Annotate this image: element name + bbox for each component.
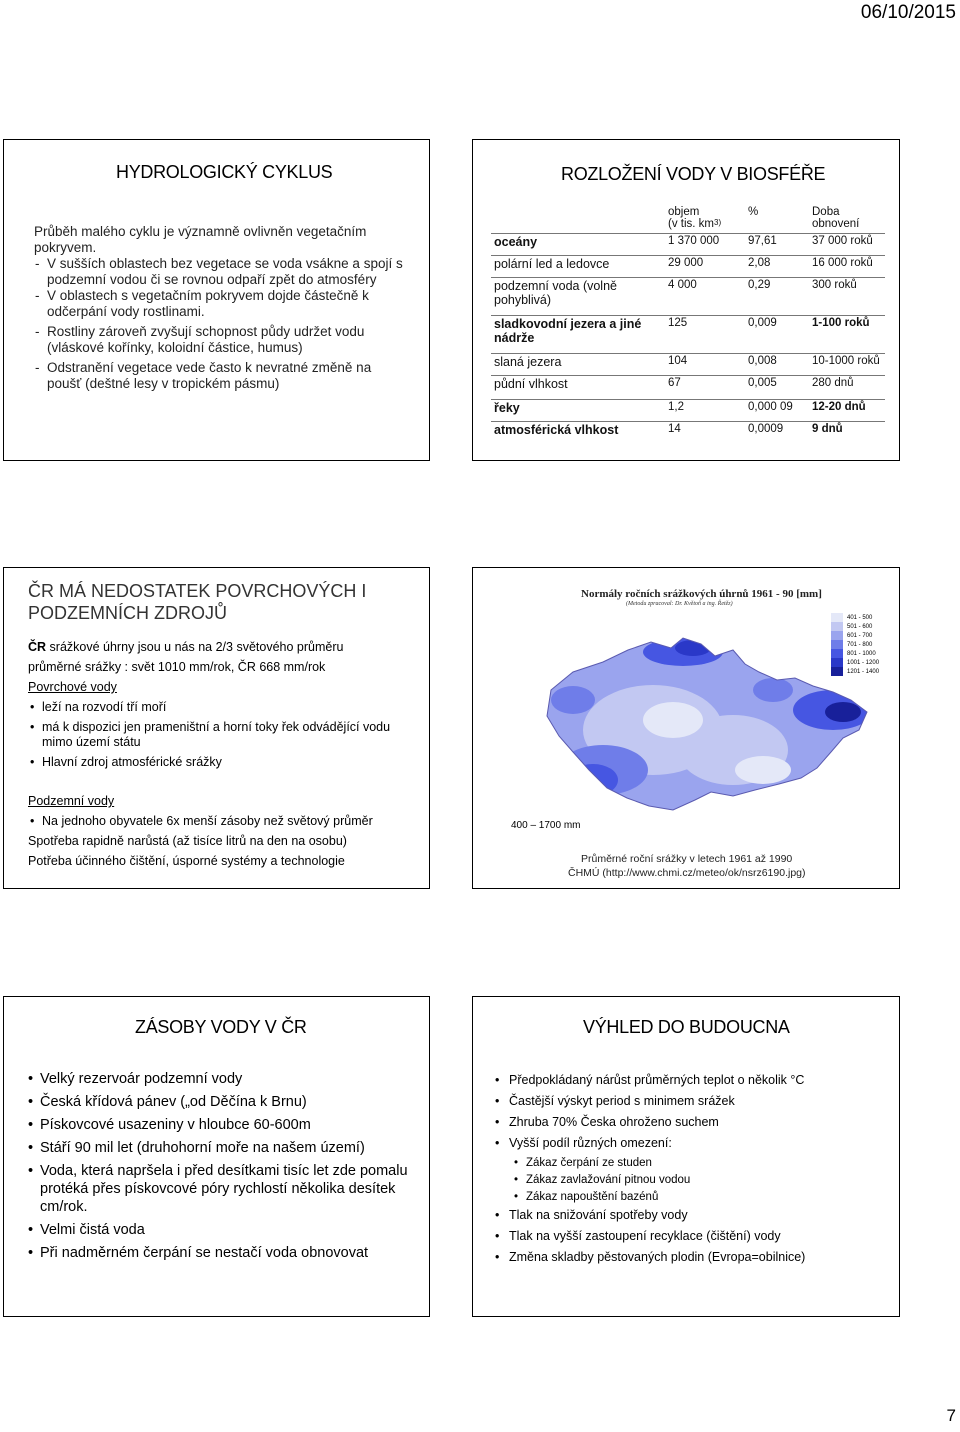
point-deforestation: - Odstranění vegetace vede často k nevratné změně na poušť (deštné lesy v tropickém pásmu) — [34, 360, 404, 391]
outlook-list — [495, 1072, 890, 1270]
legend-item: 801 - 1000 — [831, 649, 886, 658]
precipitation-note: ČR srážkové úhrny jsou u nás na 2/3 světového průměru — [28, 640, 344, 654]
legend-swatch — [831, 658, 843, 667]
point-vegetated-areas: - V oblastech s vegetačním pokryvem dojde částečně k odčerpání vody rostlinami. — [34, 288, 404, 319]
list-item: • Velmi čistá voda — [28, 1221, 408, 1239]
legend-item: 501 - 600 — [831, 622, 886, 631]
header-percent: % — [748, 206, 759, 218]
cleaning-note: Potřeba účinného čištění, úsporné systémy a technologie — [28, 854, 345, 868]
legend-item: 401 - 500 — [831, 613, 886, 622]
table-row: půdní vlhkost 67 0,005 280 dnů — [491, 376, 885, 400]
table-row: sladkovodní jezera a jiné nádrže 125 0,009 1-100 roků — [491, 316, 885, 354]
slide-body — [34, 224, 404, 391]
legend-swatch — [831, 640, 843, 649]
slide-body — [28, 640, 418, 869]
map-legend — [831, 613, 886, 676]
list-item: • Změna skladby pěstovaných plodin (Evropa=obilnice) — [495, 1249, 890, 1265]
map-title: Normály ročních srážkových úhrnů 1961 - 90 [mm] — [581, 588, 822, 600]
slide-title: ROZLOŽENÍ VODY V BIOSFÉŘE — [561, 164, 826, 184]
average-precipitation: průměrné srážky : svět 1010 mm/rok, ČR 668 mm/rok — [28, 660, 326, 674]
legend-swatch — [831, 631, 843, 640]
table-row: polární led a ledovce 29 000 2,08 16 000 roků — [491, 256, 885, 278]
table-row: oceány 1 370 000 97,61 37 000 roků — [491, 234, 885, 256]
map-subtitle: (Metodu zpracoval: Dr. Květoň a ing. Řetěz) — [626, 601, 733, 607]
header-volume: objem (v tis. $km^{3)}$ — [668, 206, 722, 230]
table-row: podzemní voda (volně pohyblivá) 4 000 0,29 300 roků — [491, 278, 885, 316]
page-number: 7 — [946, 1406, 956, 1425]
list-item: • má k dispozici jen prameništní a horní toky řek odvádějící vodu mimo území státu — [28, 720, 418, 750]
slide-title: ČR MÁ NEDOSTATEK POVRCHOVÝCH I PODZEMNÍCH ZDROJŮ — [28, 581, 367, 623]
legend-item: 601 - 700 — [831, 631, 886, 640]
map-source: ČHMÚ (http://www.chmi.cz/meteo/ok/nsrz6190.jpg) — [568, 867, 806, 879]
table-row: řeky 1,2 0,000 09 12-20 dnů — [491, 400, 885, 422]
slide-water-reserves — [3, 996, 430, 1317]
slide-hydrological-cycle — [3, 139, 430, 461]
list-item: • Česká křídová pánev („od Děčína k Brnu) — [28, 1093, 408, 1111]
header-renewal: Doba obnovení — [812, 206, 860, 230]
list-item: • Stáří 90 mil let (druhohorní moře na našem území) — [28, 1139, 408, 1157]
czech-precipitation-map — [533, 620, 873, 830]
legend-item: 701 - 800 — [831, 640, 886, 649]
list-item: • Tlak na snižování spotřeby vody — [495, 1207, 890, 1223]
ground-water-heading: Podzemní vody — [28, 794, 115, 808]
slide-title: HYDROLOGICKÝ CYKLUS — [116, 162, 333, 182]
point-dry-areas: - V sušších oblastech bez vegetace se voda vsákne a spojí s podzemní vodou či se rovnou odpaří zpět do atmosféry — [34, 256, 404, 287]
list-item: • Pískovcové usazeniny v hloubce 60-600m — [28, 1116, 408, 1134]
list-item: • Voda, která napršela i před desítkami tisíc let zde pomalu protéká přes pískovcové póry rychlostí několika desítek cm/rok. — [28, 1162, 408, 1216]
list-item: • Hlavní zdroj atmosférické srážky — [28, 755, 418, 770]
list-item: • Předpokládaný nárůst průměrných teplot o několik °C — [495, 1072, 890, 1088]
list-item: • Při nadměrném čerpání se nestačí voda obnovovat — [28, 1244, 408, 1262]
list-item: • Zhruba 70% Česka ohroženo suchem — [495, 1114, 890, 1130]
print-date: 06/10/2015 — [860, 2, 956, 23]
legend-item: 1001 - 1200 — [831, 658, 886, 667]
list-item: • Častější výskyt period s minimem srážek — [495, 1093, 890, 1109]
water-distribution-table — [491, 206, 885, 443]
slide-title: ZÁSOBY VODY V ČR — [135, 1017, 307, 1037]
map-caption: Průměrné roční srážky v letech 1961 až 1990 — [581, 853, 793, 865]
legend-swatch — [831, 622, 843, 631]
list-item: • leží na rozvodí tří moří — [28, 700, 418, 715]
consumption-note: Spotřeba rapidně narůstá (až tisíce litrů na den na osobu) — [28, 834, 347, 848]
surface-water-heading: Povrchové vody — [28, 680, 117, 694]
legend-swatch — [831, 649, 843, 658]
sub-list-item: • Zákaz zavlažování pitnou vodou — [495, 1173, 890, 1187]
list-item: • Vyšší podíl různých omezení: — [495, 1135, 890, 1151]
slide-water-distribution — [472, 139, 900, 461]
legend-swatch — [831, 667, 843, 676]
slide-precipitation-map — [472, 567, 900, 889]
list-item: • Na jednoho obyvatele 6x menší zásoby než světový průměr — [28, 814, 418, 829]
list-item: • Velký rezervoár podzemní vody — [28, 1070, 408, 1088]
slide-future-outlook — [472, 996, 900, 1317]
list-item: • Tlak na vyšší zastoupení recyklace (čištění) vody — [495, 1228, 890, 1244]
slide-water-shortage — [3, 567, 430, 889]
intro-text: Průběh malého cyklu je významně ovlivněn vegetačním pokryvem. — [34, 224, 367, 255]
legend-swatch — [831, 613, 843, 622]
table-row: atmosférická vlhkost 14 0,0009 9 dnů — [491, 422, 885, 444]
sub-list-item: • Zákaz čerpání ze studen — [495, 1156, 890, 1170]
point-plants-soil: - Rostliny zároveň zvyšují schopnost půdy udržet vodu (vláskové kořínky, koloidní částice, humus) — [34, 324, 404, 355]
slide-title: VÝHLED DO BUDOUCNA — [583, 1017, 790, 1037]
precipitation-range: 400 – 1700 mm — [511, 820, 581, 831]
reserves-list — [28, 1070, 408, 1267]
legend-item: 1201 - 1400 — [831, 667, 886, 676]
header-empty — [491, 206, 665, 234]
sub-list-item: • Zákaz napouštění bazénů — [495, 1190, 890, 1204]
table-row: slaná jezera 104 0,008 10-1000 roků — [491, 354, 885, 376]
